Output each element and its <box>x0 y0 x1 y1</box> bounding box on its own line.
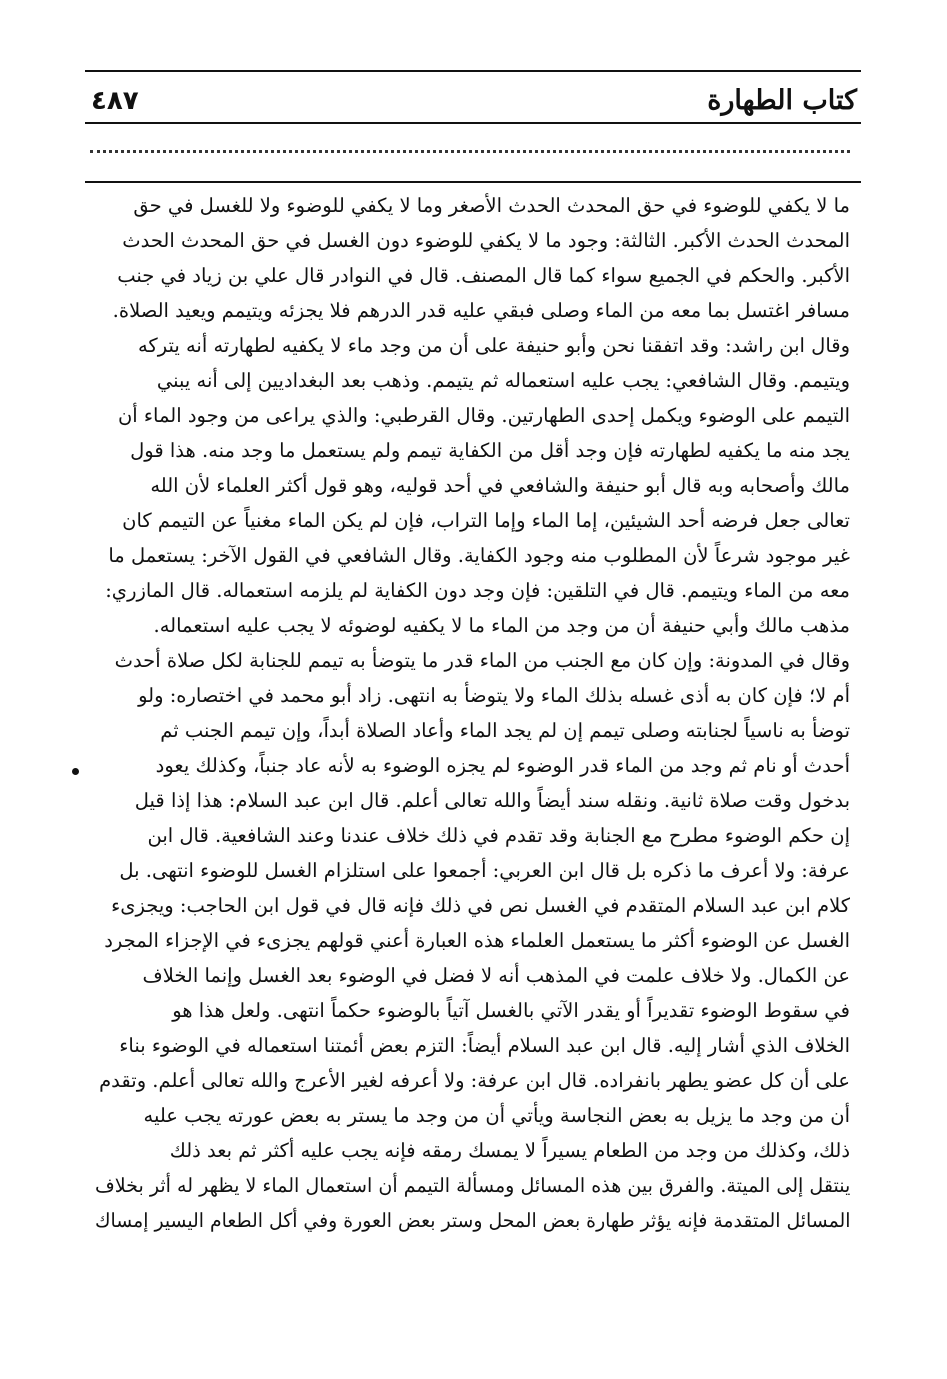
text-line: الأكبر. والحكم في الجميع سواء كما قال المصنف. قال في النوادر قال علي بن زياد في جنب <box>117 264 850 287</box>
text-line: أحدث أو نام ثم وجد من الماء قدر الوضوء لم يجزه الوضوء به لأنه عاد جنباً، وكذلك يعود <box>155 754 850 777</box>
text-line: المسائل المتقدمة فإنه يؤثر طهارة بعض المحل وستر بعض العورة وفي أكل الطعام اليسير إمساك <box>95 1209 850 1232</box>
text-line: ما لا يكفي للوضوء في حق المحدث الحدث الأصغر وما لا يكفي للوضوء ولا للغسل في حق <box>133 194 850 217</box>
book-title: كتاب الطهارة <box>707 85 857 116</box>
text-line: وقال ابن راشد: وقد اتفقنا نحن وأبو حنيفة على أن من وجد ماء لا يكفيه لطهارته أنه يتركه <box>137 334 850 357</box>
text-line: على أن كل عضو يطهر بانفراده. قال ابن عرفة: ولا أعرفه لغير الأعرج والله تعالى أعلم. وتقدم <box>99 1069 850 1092</box>
text-line: عرفة: ولا أعرف ما ذكره بل قال ابن العربي: أجمعوا على استلزام الغسل للوضوء انتهى. بل <box>119 859 850 882</box>
text-line: أن من وجد ما يزيل به بعض النجاسة ويأتي أن من وجد ما يستر به بعض عورته يجب عليه <box>143 1104 850 1127</box>
text-line: في سقوط الوضوء تقديراً أو يقدر الآتي بالغسل آتياً بالوضوء حكماً انتهى. ولعل هذا هو <box>172 999 850 1022</box>
body-top-rule <box>85 181 861 183</box>
text-line: بدخول وقت صلاة ثانية. ونقله سند أيضاً والله تعالى أعلم. قال ابن عبد السلام: هذا إذا قيل <box>134 789 850 812</box>
dotted-divider <box>90 150 850 153</box>
text-line: عن الكمال. ولا خلاف علمت في المذهب أنه لا فضل في الوضوء بعد الغسل وإنما الخلاف <box>142 964 850 987</box>
text-line: تعالى جعل فرضه أحد الشيئين، إما الماء وإما التراب، فإن لم يكن الماء مغنياً عن التيمم كان <box>122 509 850 532</box>
text-line: مسافر اغتسل بما معه من الماء وصلى فبقي عليه قدر الدرهم فلا يجزئه ويتيمم ويعيد الصلاة. <box>112 299 850 322</box>
text-line: توضأ به ناسياً لجنابته وصلى تيمم إن لم يجد الماء وأعاد الصلاة أبداً، وإن تيمم الجنب ثم <box>160 719 850 742</box>
margin-bullet-icon <box>72 768 79 775</box>
text-line: مذهب مالك وأبي حنيفة أن من وجد من الماء ما لا يكفيه لوضوئه لا يجب عليه استعماله. <box>153 614 850 637</box>
text-line: ذلك، وكذلك من وجد من الطعام يسيراً لا يمسك رمقه فإنه يجب عليه أكثر ثم بعد ذلك <box>169 1139 850 1162</box>
text-line: معه من الماء ويتيمم. قال في التلقين: فإن وجد دون الكفاية لم يلزمه استعماله. قال المازري: <box>105 579 850 602</box>
text-line: المحدث الحدث الأكبر. الثالثة: وجود ما لا يكفي للوضوء دون الغسل في حق المحدث الحدث <box>122 229 850 252</box>
text-line: التيمم على الوضوء ويكمل إحدى الطهارتين. وقال القرطبي: والذي يراعى من وجود الماء أن <box>117 404 850 427</box>
text-line: إن حكم الوضوء مطرح مع الجنابة وقد تقدم في ذلك خلاف عندنا وعند الشافعية. قال ابن <box>147 824 850 847</box>
text-line: يجد منه ما يكفيه لطهارته فإن وجد أقل من الكفاية تيمم ولم يستعمل ما وجد منه. هذا قول <box>130 439 850 462</box>
text-line: أم لا؛ فإن كان به أذى غسله بذلك الماء ولا يتوضأ به انتهى. زاد أبو محمد في اختصاره: ولو <box>138 684 850 707</box>
page-number: ٤٨٧ <box>91 86 139 116</box>
text-line: كلام ابن عبد السلام المتقدم في الغسل نص في ذلك فإنه قال في قول ابن الحاجب: ويجزىء <box>111 894 850 917</box>
text-line: ينتقل إلى الميتة. والفرق بين هذه المسائل ومسألة التيمم أن استعمال الماء لا يظهر له أثر بخلاف <box>95 1174 850 1197</box>
text-line: وقال في المدونة: وإن كان مع الجنب من الماء قدر ما يتوضأ به تيمم للجنابة لكل صلاة أحدث <box>114 649 850 672</box>
text-line: الغسل عن الوضوء أكثر ما يستعمل العلماء هذه العبارة أعني قولهم يجزىء في الإجزاء المجرد <box>104 929 850 952</box>
text-line: مالك وأصحابه وبه قال أبو حنيفة والشافعي في أحد قوليه، وهو قول أكثر العلماء لأن الله <box>150 474 850 497</box>
text-line: ويتيمم. وقال الشافعي: يجب عليه استعماله ثم يتيمم. وذهب بعد البغداديين إلى أنه يبني <box>156 369 850 392</box>
body-text <box>95 188 850 1238</box>
text-line: غير موجود شرعاً لأن المطلوب منه وجود الكفاية. وقال الشافعي في القول الآخر: يستعمل ما <box>108 544 850 567</box>
text-line: الخلاف الذي أشار إليه. قال ابن عبد السلام أيضاً: التزم بعض أئمتنا استعماله في الوضوء بناء <box>119 1034 850 1057</box>
page-header <box>85 72 861 124</box>
